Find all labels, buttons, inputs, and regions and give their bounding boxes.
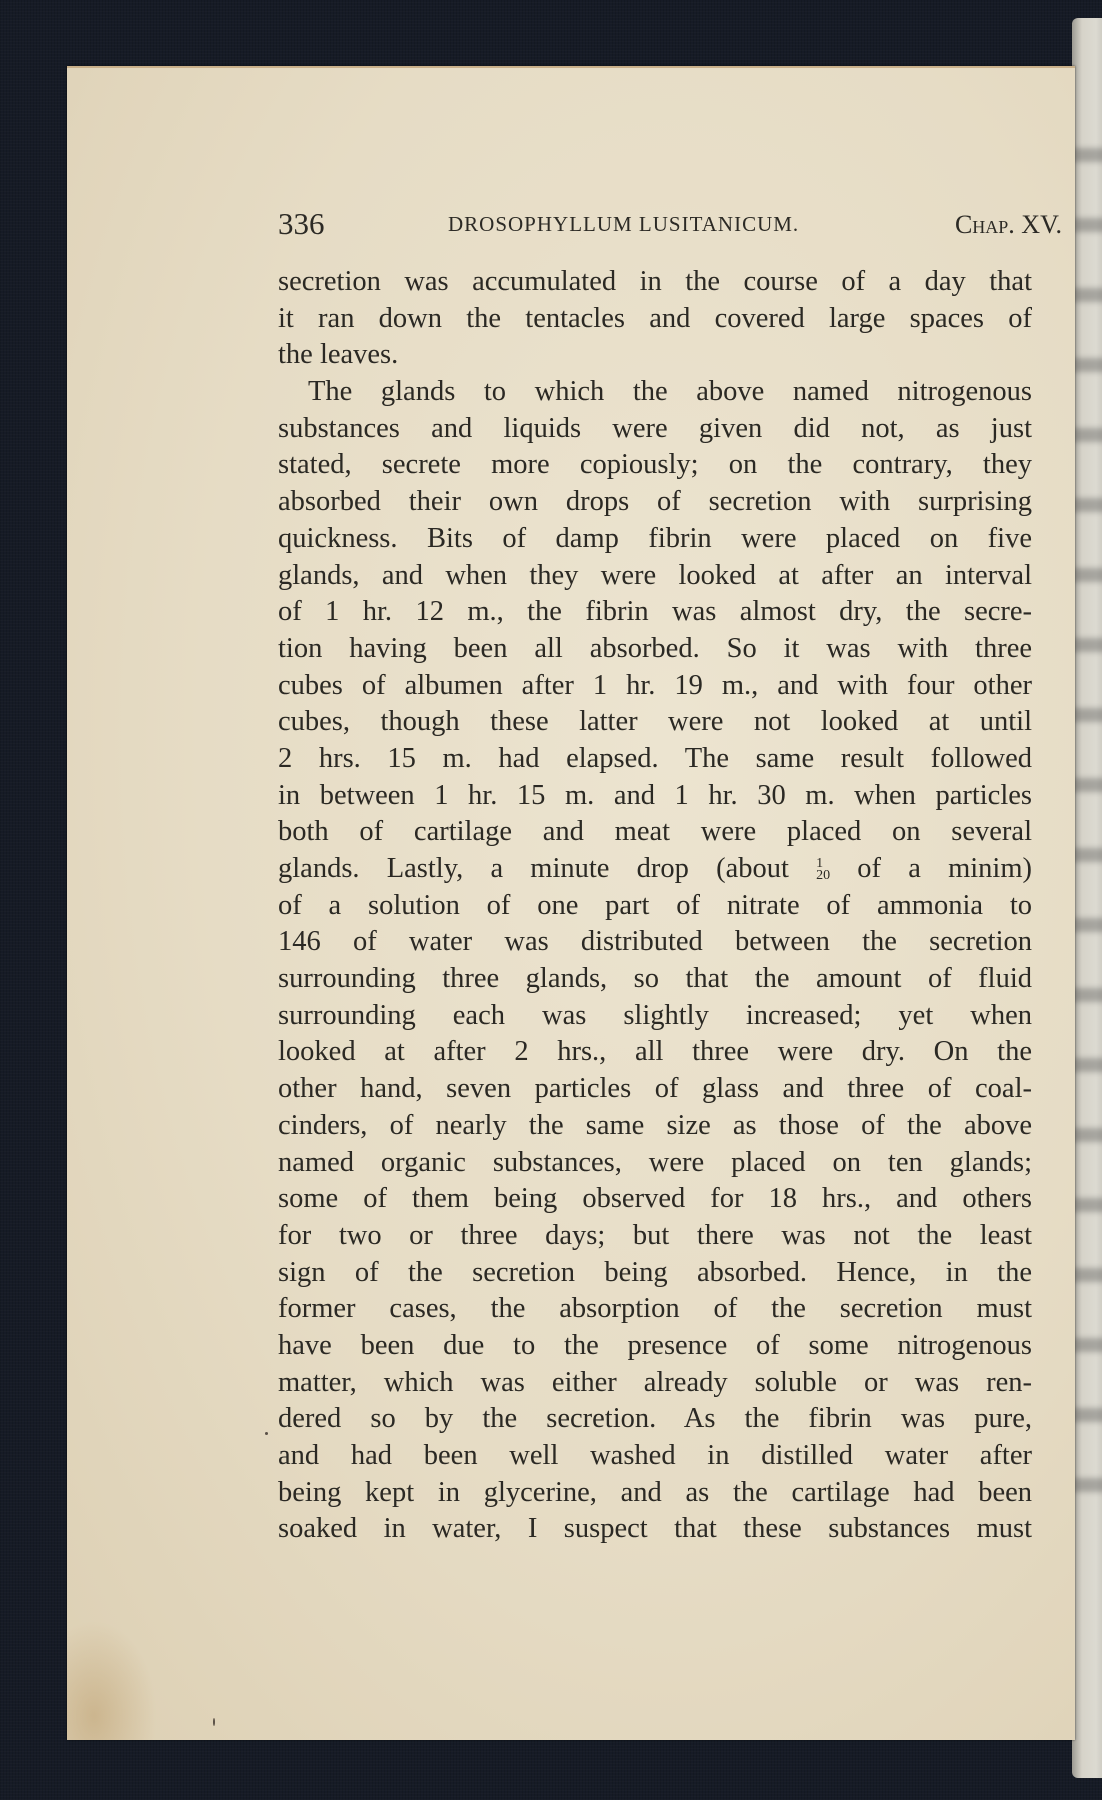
- text-segment: glands. Lastly, a minute drop (about: [278, 853, 789, 884]
- text-line: it ran down the tentacles and covered large spaces of: [278, 302, 1032, 334]
- text-segment: of a minim): [857, 853, 1032, 884]
- text-line: substances and liquids were given did not, as just: [278, 412, 1032, 444]
- chapter-label: Chap. XV.: [954, 210, 1062, 239]
- body-text: [278, 264, 1032, 1548]
- text-line: glands, and when they were looked at after an interval: [278, 559, 1032, 591]
- text-line: stated, secrete more copiously; on the contrary, they: [278, 449, 1032, 481]
- fraction-numerator: 1: [816, 856, 824, 872]
- text-line: other hand, seven particles of glass and three of coal-: [278, 1073, 1032, 1105]
- fraction: [816, 858, 830, 882]
- text-line: cubes of albumen after 1 hr. 19 m., and with four other: [278, 669, 1032, 701]
- text-line: 146 of water was distributed between the secretion: [278, 926, 1032, 958]
- text-line: surrounding each was slightly increased; yet when: [278, 999, 1032, 1031]
- fraction-denominator: 20: [816, 868, 831, 884]
- text-line: and had been well washed in distilled water after: [278, 1440, 1032, 1471]
- running-head: [278, 206, 1098, 246]
- adjacent-page-edge: [1072, 18, 1102, 1778]
- text-line: dered so by the secretion. As the fibrin was pure,: [278, 1403, 1032, 1435]
- text-line: both of cartilage and meat were placed on several: [278, 816, 1032, 848]
- text-line: the leaves.: [278, 339, 399, 371]
- print-speck: [213, 1718, 215, 1726]
- text-line: cinders, of nearly the same size as those of the above: [278, 1109, 1032, 1141]
- text-line: matter, which was either already soluble or was ren-: [278, 1366, 1032, 1398]
- text-line: tion having been all absorbed. So it was with three: [278, 632, 1032, 664]
- text-line: for two or three days; but there was not the least: [278, 1219, 1032, 1251]
- text-line: named organic substances, were placed on ten glands;: [278, 1146, 1032, 1178]
- text-line: secretion was accumulated in the course of a day that: [278, 266, 1032, 297]
- text-line: quickness. Bits of damp fibrin were placed on five: [278, 522, 1032, 554]
- text-line: soaked in water, I suspect that these substances must: [278, 1513, 1032, 1545]
- text-line: 2 hrs. 15 m. had elapsed. The same result followed: [278, 742, 1032, 774]
- text-line: sign of the secretion being absorbed. Hence, in the: [278, 1256, 1032, 1288]
- text-line: being kept in glycerine, and as the cartilage had been: [278, 1476, 1032, 1508]
- text-line: former cases, the absorption of the secretion must: [278, 1293, 1032, 1325]
- page-number: 336: [278, 206, 325, 241]
- text-line-with-fraction: [278, 851, 1032, 888]
- text-line: looked at after 2 hrs., all three were dry. On the: [278, 1036, 1032, 1068]
- text-line: cubes, though these latter were not looked at until: [278, 706, 1032, 738]
- text-line: some of them being observed for 18 hrs., and others: [278, 1183, 1032, 1215]
- print-speck: [265, 1432, 268, 1435]
- text-line: in between 1 hr. 15 m. and 1 hr. 30 m. when particles: [278, 779, 1032, 811]
- running-title: DROSOPHYLLUM LUSITANICUM.: [448, 212, 800, 236]
- text-line: The glands to which the above named nitrogenous: [308, 376, 1032, 408]
- text-line: absorbed their own drops of secretion with surprising: [278, 486, 1032, 518]
- text-line: have been due to the presence of some nitrogenous: [278, 1329, 1032, 1361]
- book-page: [67, 66, 1075, 1740]
- text-line: surrounding three glands, so that the amount of fluid: [278, 963, 1032, 995]
- text-line: of 1 hr. 12 m., the fibrin was almost dry, the secre-: [278, 596, 1032, 628]
- text-line: of a solution of one part of nitrate of ammonia to: [278, 889, 1032, 921]
